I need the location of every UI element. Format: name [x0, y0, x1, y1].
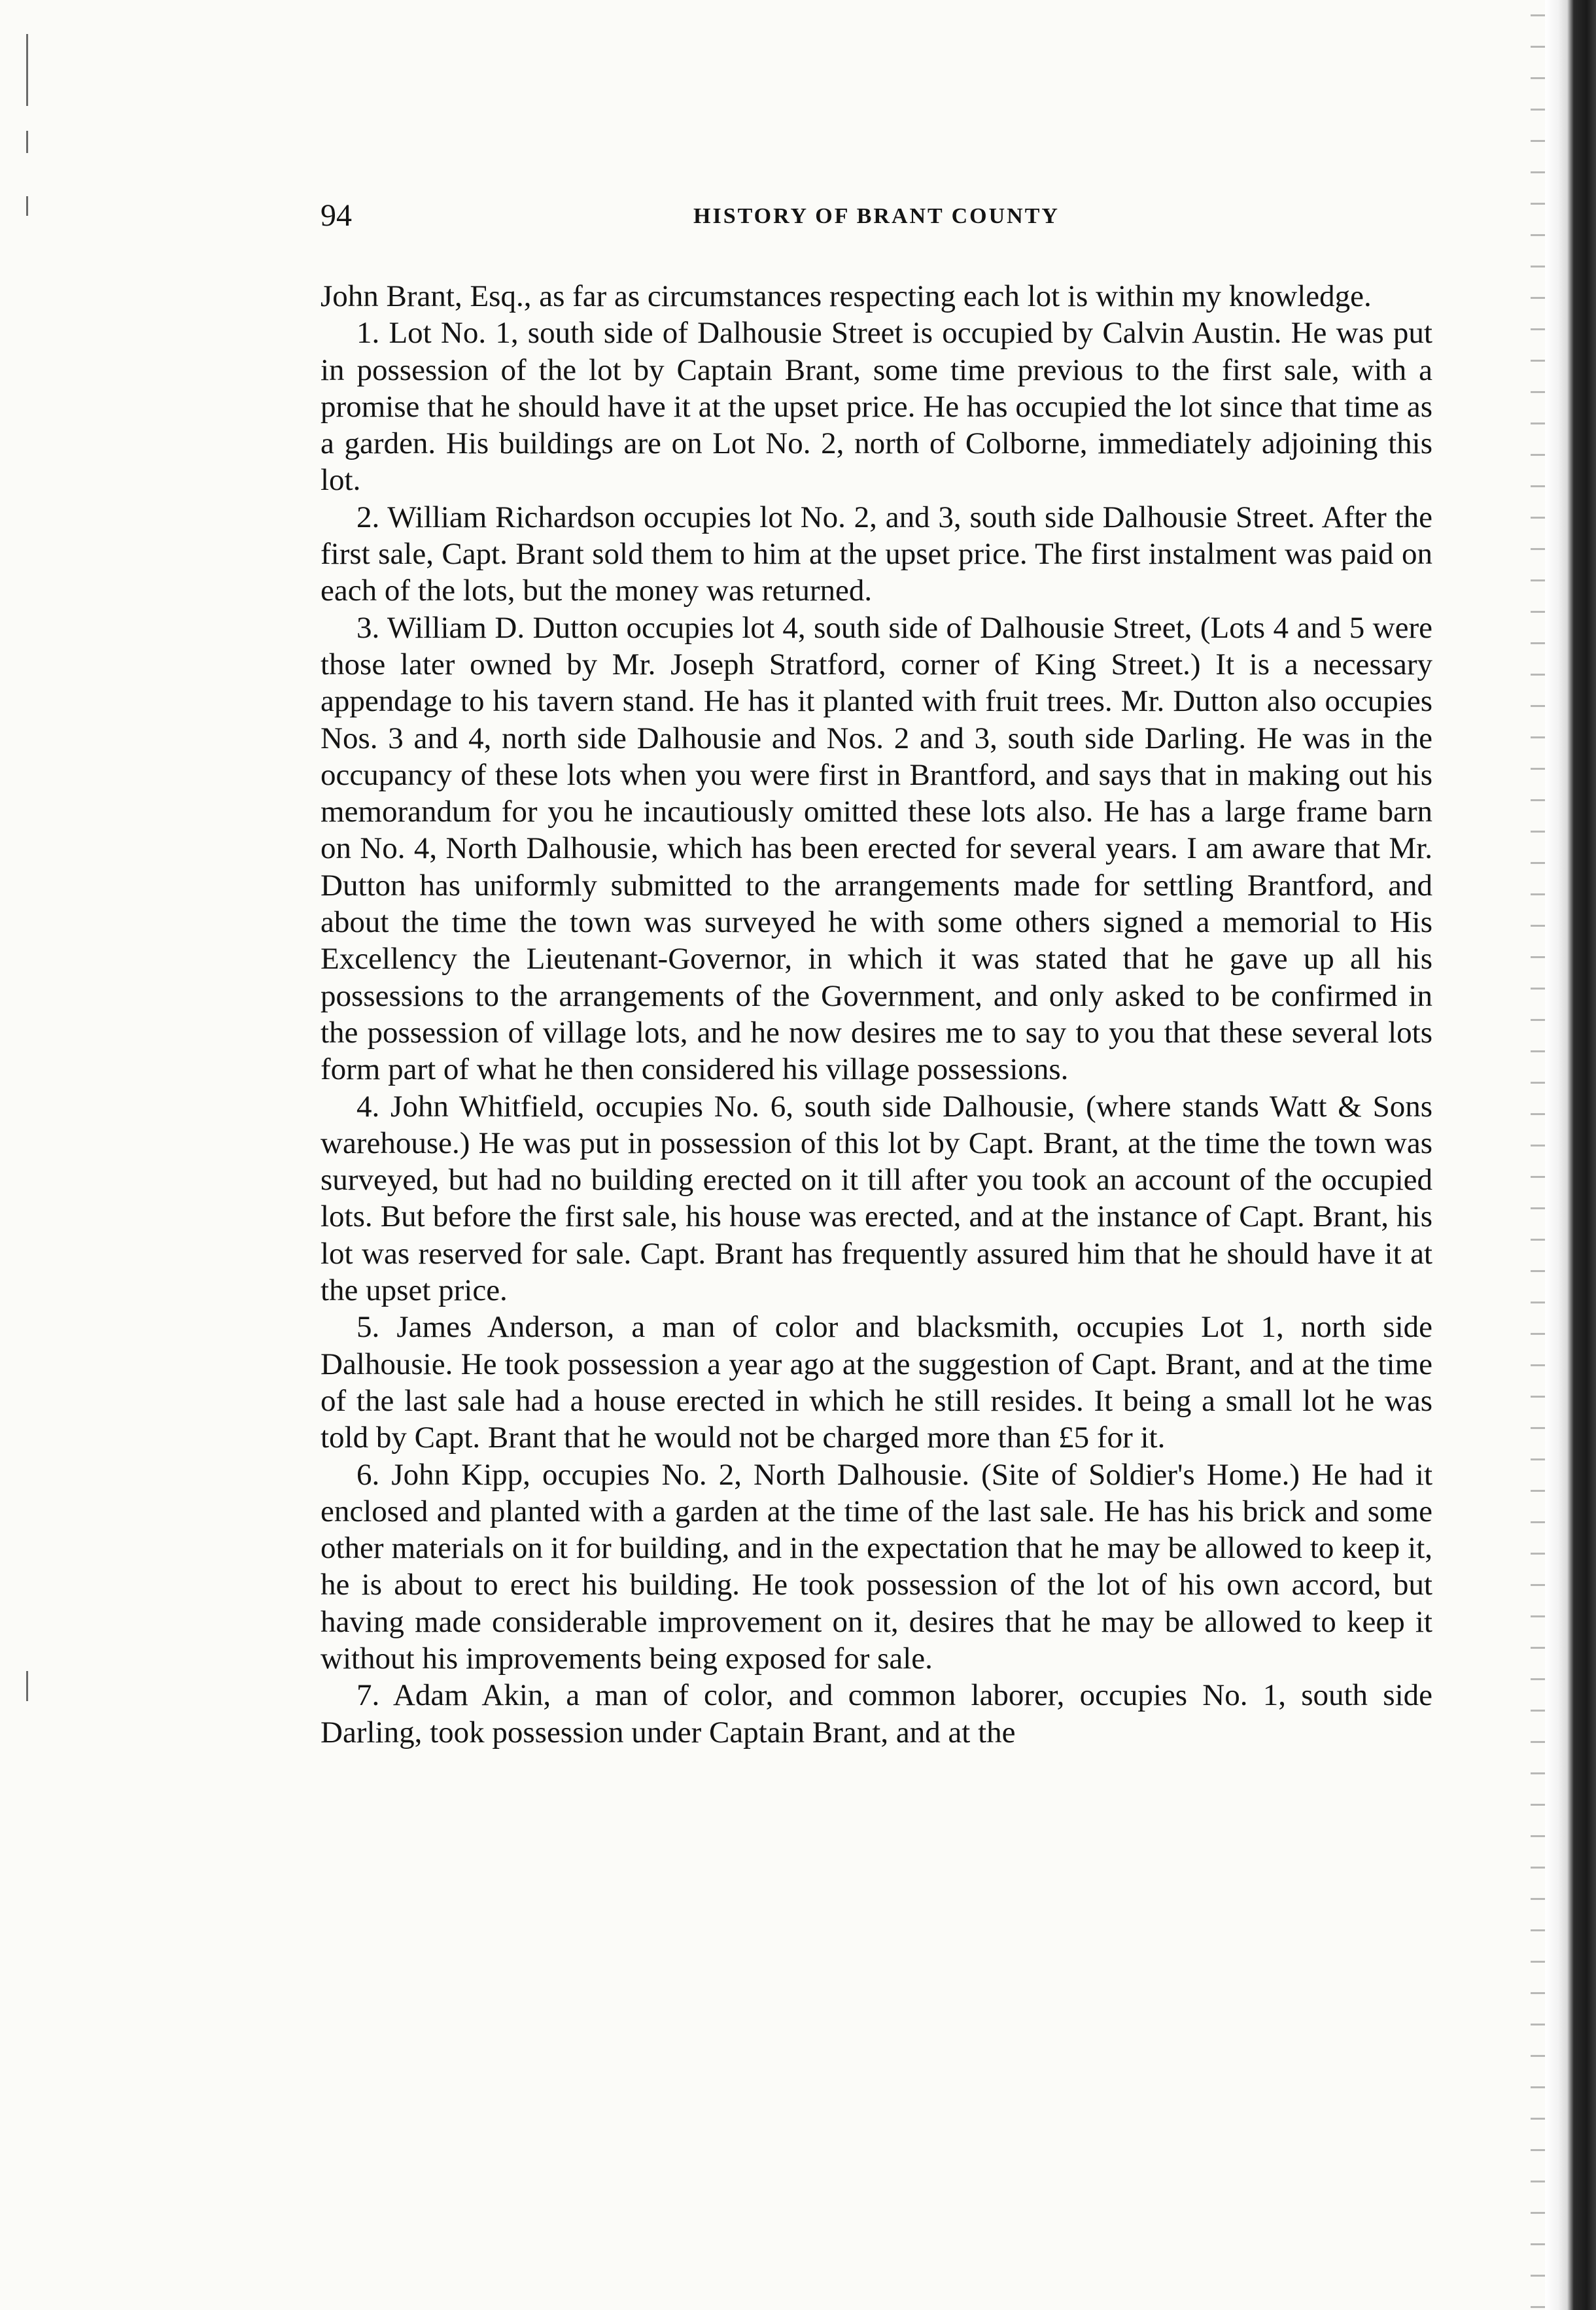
paragraph-item-2: 2. William Richardson occupies lot No. 2, and 3, south side Dalhousie Street. After the first sale, Capt. Brant sold them to him at the upset price. The first instalment was paid on each of the lots, but the money was returned.	[321, 500, 1432, 608]
page-number: 94	[321, 198, 352, 233]
margin-mark	[26, 1671, 28, 1701]
margin-mark	[26, 34, 28, 106]
body-text	[321, 278, 1432, 1751]
paragraph-item-1: 1. Lot No. 1, south side of Dalhousie Street is occupied by Calvin Austin. He was put in possession of the lot by Captain Brant, some time previous to the first sale, with a promise that he should have it at the upset price. He has occupied the lot since that time as a garden. His buildings are on Lot No. 2, north of Colborne, immediately adjoining this lot.	[321, 316, 1432, 498]
margin-mark	[26, 131, 28, 153]
paragraph-item-7: 7. Adam Akin, a man of color, and common laborer, occupies No. 1, south side Darling, took possession under Captain Brant, and at the	[321, 1678, 1432, 1750]
paragraph-continuation: John Brant, Esq., as far as circumstances respecting each lot is within my knowledge.	[321, 279, 1372, 313]
page-header	[321, 196, 1432, 249]
margin-mark	[26, 196, 28, 216]
paragraph-item-4: 4. John Whitfield, occupies No. 6, south side Dalhousie, (where stands Watt & Sons warehouse.) He was put in possession of this lot by Capt. Brant, at the time the town was surveyed, but had no building erected on it till after you took an account of the occupied lots. But before the first sale, his house was erected, and at the instance of Capt. Brant, his lot was reserved for sale. Capt. Brant has frequently assured him that he should have it at the upset price.	[321, 1089, 1432, 1308]
paragraph-item-3: 3. William D. Dutton occupies lot 4, south side of Dalhousie Street, (Lots 4 and 5 were those later owned by Mr. Joseph Stratford, corner of King Street.) It is a necessary appendage to his tavern stand. He has it planted with fruit trees. Mr. Dutton also occupies Nos. 3 and 4, north side Dalhousie and Nos. 2 and 3, south side Darling. He was in the occupancy of these lots when you were first in Brantford, and says that in making out his memorandum for you he incautiously omitted these lots also. He has a large frame barn on No. 4, North Dalhousie, which has been erected for several years. I am aware that Mr. Dutton has uniformly submitted to the arrangements made for settling Brantford, and about the time the town was surveyed he with some others signed a memorial to His Excellency the Lieutenant-Governor, in which it was stated that he gave up all his possessions to the arrangements of the Government, and only asked to be confirmed in the possession of village lots, and he now desires me to say to you that these several lots form part of what he then considered his village possessions.	[321, 610, 1432, 1087]
binding-edge	[1545, 0, 1596, 2310]
running-title: HISTORY OF BRANT COUNTY	[693, 204, 1060, 228]
paragraph-item-6: 6. John Kipp, occupies No. 2, North Dalhousie. (Site of Soldier's Home.) He had it enclosed and planted with a garden at the time of the last sale. He has his brick and some other materials on it for building, and in the expectation that he may be allowed to keep it, he is about to erect his building. He took possession of the lot of his own accord, but having made considerable improvement on it, desires that he may be allowed to keep it without his improvements being exposed for sale.	[321, 1457, 1432, 1676]
paragraph-item-5: 5. James Anderson, a man of color and blacksmith, occupies Lot 1, north side Dalhousie. He took possession a year ago at the suggestion of Capt. Brant, and at the time of the last sale had a house erected in which he still resides. It being a small lot he was told by Capt. Brant that he would not be charged more than £5 for it.	[321, 1310, 1432, 1455]
